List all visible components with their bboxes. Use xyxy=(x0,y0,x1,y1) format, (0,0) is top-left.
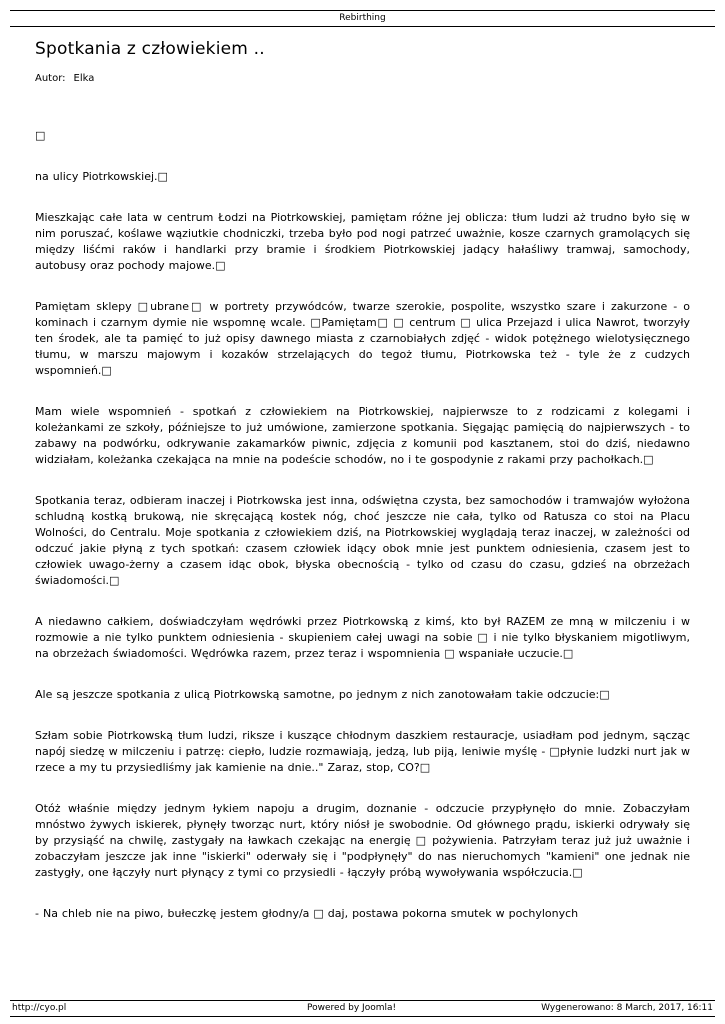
article-paragraph: □ xyxy=(35,129,46,142)
page-footer xyxy=(0,1000,725,1017)
article-content xyxy=(0,27,725,987)
article-paragraph: - Na chleb nie na piwo, bułeczkę jestem głodny/a □ daj, postawa pokorna smutek w pochylonych xyxy=(35,907,579,920)
article-paragraph: Ale są jeszcze spotkania z ulicą Piotrkowską samotne, po jednym z nich zanotowałam takie odczucie:□ xyxy=(35,688,610,701)
page-header xyxy=(0,0,725,27)
footer-row xyxy=(0,1001,725,1016)
author-name: Elka xyxy=(73,73,95,84)
article-paragraph: Mam wiele wspomnień - spotkań z człowiekiem na Piotrkowskiej, najpierwsze to z rodzicami z kolegami i koleżankami ze szkoły, późniejsze to już umówione, zamierzone spotkania. Sięgając pamięcią do najpierwszych - to zabawy na podwórku, odkrywanie zakamarków piwnic, zdjęcia z komunii pod kasztanem, stoi do dziś, niedawno widziałam, koleżanka czekająca na mnie na podeście schodów, no i te gospodynie z rakami przy pachołkach.□ xyxy=(35,405,690,466)
footer-timestamp: Wygenerowano: 8 March, 2017, 16:11 xyxy=(541,1003,713,1013)
article-paragraph: Pamiętam sklepy □ubrane□ w portrety przywódców, twarze szerokie, pospolite, wszystko szare i zakurzone - o kominach i czarnym dymie nie wspomnę wcale. □Pamiętam□ □ centrum □ ulica Przejazd i ulica Nawrot, tworzyły ten środek, ale ta pamięć to już opisy dawnego miasta z czarnobiałych zdjęć - widok potężnego wielotysięcznego tłumu, w marszu majowym i kozaków strzelających do tegoż tłumu, Piotrkowska też - tyle że z cudzych wspomnień.□ xyxy=(35,300,690,377)
footer-generator: Powered by Joomla! xyxy=(307,1003,397,1013)
author-line xyxy=(35,73,690,84)
article-paragraph: Spotkania teraz, odbieram inaczej i Piotrkowska jest inna, odświętna czysta, bez samochodów i tramwajów wyłożona schludną kostką brukową, nie skręcającą kostek nóg, choć jeszcze nie cała, tylko od Ratusza co stoi na Placu Wolności, do Centralu. Moje spotkania z człowiekiem dziś, na Piotrkowskiej wyglądają teraz inaczej, w zależności od odczuć jakie płyną z tych spotkań: czasem człowiek idący obok mnie jest punktem odniesienia, czasem jest to człowiek uwago-żerny a czasem idąc obok, błyska obecnością - tylko od czasu do czasu, gdzieś na obrzeżach świadomości.□ xyxy=(35,494,690,587)
author-label: Autor: xyxy=(35,73,66,84)
article-title: Spotkania z człowiekiem .. xyxy=(35,39,265,59)
article-paragraph: na ulicy Piotrkowskiej.□ xyxy=(35,170,168,183)
article-paragraph: Otóż właśnie między jednym łykiem napoju a drugim, doznanie - odczucie przypłynęło do mnie. Zobaczyłam mnóstwo żywych iskierek, płynęły tworząc nurt, który niósł je swobodnie. Od głównego prądu, iskierki odrywały się by przysiąść na chwilę, zastygały na ławkach czekając na energię □ pożywienia. Patrzyłam teraz już już uważnie i zobaczyłam jeszcze jak inne "iskierki" oderwały się i "podpłynęły" do nas nieruchomych "kamieni" one jednak nie zastygły, one łączyły nurt płynący z tymi co przysiedli - łączyły próbą wywoływania współczucia.□ xyxy=(35,802,690,879)
article-paragraph: Szłam sobie Piotrkowską tłum ludzi, riksze i kuszące chłodnym daszkiem restauracje, usiadłam pod jednym, sącząc napój siedzę w milczeniu i patrzę: ciepło, ludzie rozmawiają, jedzą, lub piją, leniwie myślę - □płynie ludzki nurt jak w rzece a my tu przysiedliśmy jak kamienie na dnie.." Zaraz, stop, CO?□ xyxy=(35,729,690,774)
footer-url: http://cyo.pl xyxy=(12,1003,67,1013)
site-title: Rebirthing xyxy=(339,13,386,23)
footer-bottom-rule xyxy=(10,1016,715,1017)
article-paragraph: A niedawno całkiem, doświadczyłam wędrówki przez Piotrkowską z kimś, kto był RAZEM ze mną w milczeniu i w rozmowie a nie tylko punktem odniesienia - skupieniem całej uwagi na sobie □ i nie tylko błyskaniem migotliwym, na obrzeżach świadomości. Wędrówka razem, przez teraz i wspomnienia □ wspaniałe uczucie.□ xyxy=(35,615,690,660)
article-paragraph: Mieszkając całe lata w centrum Łodzi na Piotrkowskiej, pamiętam różne jej oblicza: tłum ludzi aż trudno było się w nim poruszać, koślawe wąziutkie chodniczki, trzeba było pod nogi patrzeć uważnie, kosze czarnych gramolących się między liśćmi raków i handlarki przy bramie i środkiem Piotrkowskiej jadący hałaśliwy tramwaj, samochody, autobusy oraz pochody majowe.□ xyxy=(35,211,690,272)
